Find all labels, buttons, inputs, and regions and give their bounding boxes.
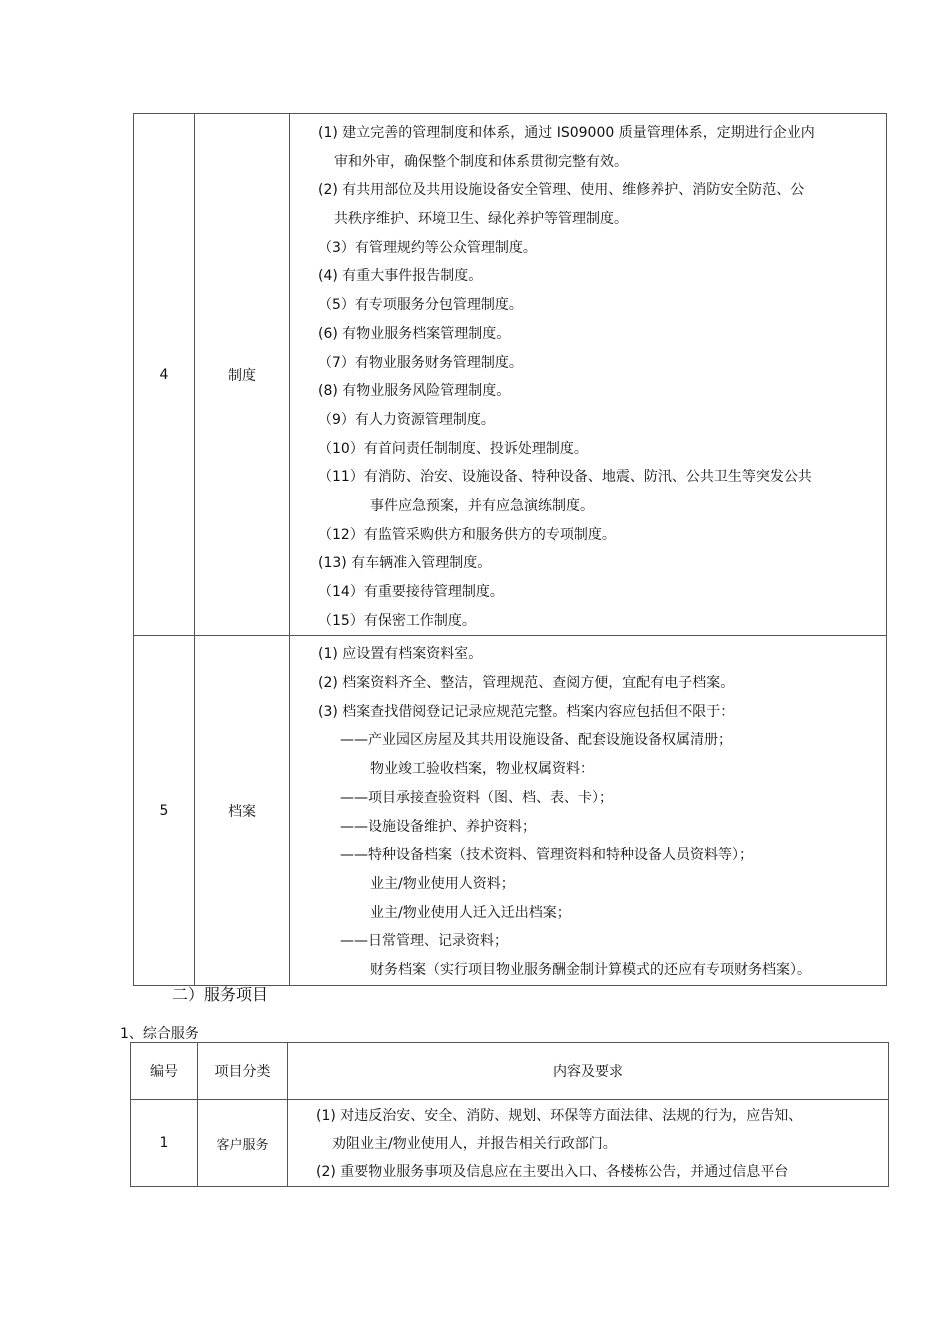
content-line: 事件应急预案，并有应急演练制度。 [370, 497, 594, 514]
content-line: （7）有物业服务财务管理制度。 [318, 354, 523, 371]
content-line: ——特种设备档案（技术资料、管理资料和特种设备人员资料等）； [340, 847, 753, 864]
header-cell: 编号 [131, 1043, 198, 1100]
content-line: ——项目承接查验资料（图、档、表、卡）； [340, 789, 613, 806]
subsection-heading: 1、综合服务 [120, 1026, 199, 1042]
row-category: 档案 [195, 636, 290, 985]
content-line: 物业竣工验收档案，物业权属资料： [370, 761, 594, 778]
row-number: 1 [131, 1100, 198, 1187]
table-row [131, 1100, 889, 1187]
content-line: ——日常管理、记录资料； [340, 933, 508, 950]
header-cell: 内容及要求 [288, 1043, 889, 1100]
row-category: 客户服务 [198, 1100, 288, 1187]
content-line: (13) 有车辆准入管理制度。 [318, 555, 492, 572]
header-cell: 项目分类 [198, 1043, 288, 1100]
row-category: 制度 [195, 114, 290, 636]
content-line: (2) 档案资料齐全、整洁，管理规范、查阅方便，宜配有电子档案。 [318, 675, 735, 692]
content-line: ——设施设备维护、养护资料； [340, 818, 536, 835]
content-line: 业主/物业使用人迁入迁出档案； [370, 904, 571, 921]
row-number: 4 [134, 114, 195, 636]
content-line: （15）有保密工作制度。 [318, 612, 476, 629]
content-line: (1) 建立完善的管理制度和体系，通过 IS09000 质量管理体系，定期进行企业内 [318, 125, 815, 141]
content-line: （14）有重要接待管理制度。 [318, 584, 504, 600]
content-line: （3）有管理规约等公众管理制度。 [318, 239, 537, 256]
content-line: 审和外审，确保整个制度和体系贯彻完整有效。 [334, 153, 628, 170]
content-line: （12）有监管采购供方和服务供方的专项制度。 [318, 526, 616, 543]
regulation-table [133, 113, 887, 986]
row-content [290, 114, 887, 636]
content-line: (3) 档案查找借阅登记记录应规范完整。档案内容应包括但不限于： [318, 703, 735, 720]
content-line: 劝阻业主/物业使用人，并报告相关行政部门。 [332, 1136, 617, 1152]
row-number: 5 [134, 636, 195, 985]
content-line: 共秩序维护、环境卫生、绿化养护等管理制度。 [334, 211, 628, 228]
content-line: ——产业园区房屋及其共用设施设备、配套设施设备权属清册； [340, 732, 732, 749]
service-table [130, 1042, 889, 1187]
content-line: 业主/物业使用人资料； [370, 875, 515, 892]
content-line: (8) 有物业服务风险管理制度。 [318, 383, 511, 400]
row-content [288, 1100, 889, 1187]
row-content [290, 636, 887, 985]
content-line: （10）有首问责任制制度、投诉处理制度。 [318, 440, 588, 457]
content-line: （5）有专项服务分包管理制度。 [318, 297, 523, 314]
content-line: (1) 对违反治安、安全、消防、规划、环保等方面法律、法规的行为，应告知、 [316, 1108, 803, 1124]
table-row [134, 114, 887, 636]
content-line: （9）有人力资源管理制度。 [318, 411, 495, 428]
content-line: 财务档案（实行项目物业服务酬金制计算模式的还应有专项财务档案）。 [370, 961, 811, 978]
content-line: (6) 有物业服务档案管理制度。 [318, 325, 511, 342]
content-line: (2) 重要物业服务事项及信息应在主要出入口、各楼栋公告，并通过信息平台 [316, 1164, 789, 1180]
table-header-row [131, 1043, 889, 1100]
content-line: (2) 有共用部位及共用设施设备安全管理、使用、维修养护、消防安全防范、公 [318, 182, 805, 199]
table-row [134, 636, 887, 985]
section-heading: 二）服务项目 [172, 985, 269, 1004]
content-line: (4) 有重大事件报告制度。 [318, 268, 483, 285]
content-line: （11）有消防、治安、设施设备、特种设备、地震、防汛、公共卫生等突发公共 [318, 469, 812, 486]
content-line: (1) 应设置有档案资料室。 [318, 646, 483, 663]
